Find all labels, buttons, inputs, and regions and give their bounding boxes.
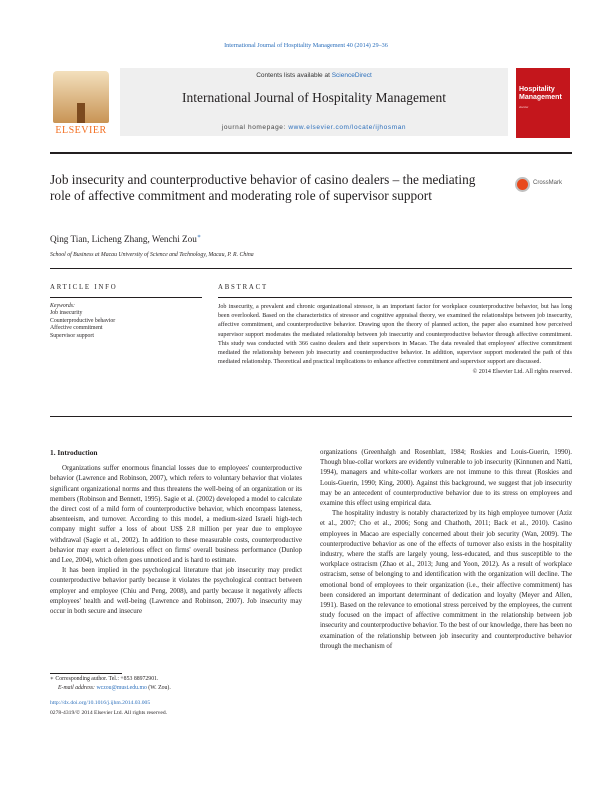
keyword-item: Affective commitment [50, 325, 103, 332]
author-names: Qing Tian, Licheng Zhang, Wenchi Zou [50, 234, 197, 245]
email-label: E-mail address: [58, 685, 97, 691]
elsevier-logo [50, 71, 112, 139]
corresponding-author-mark[interactable]: ∗ [196, 234, 201, 240]
journal-masthead [50, 68, 570, 140]
crossmark-icon [515, 177, 530, 192]
sciencedirect-link[interactable]: ScienceDirect [331, 72, 372, 79]
abstract-copyright: © 2014 Elsevier Ltd. All rights reserved. [472, 369, 572, 376]
masthead-box [120, 68, 508, 136]
bottom-info [50, 698, 167, 718]
email-link[interactable]: wczou@must.edu.mo [96, 685, 147, 691]
cover-subtitle: elsevier [519, 105, 529, 109]
abstract-heading: ABSTRACT [218, 284, 268, 291]
contents-prefix: Contents lists available at [256, 72, 332, 79]
keyword-item: Supervisor support [50, 332, 94, 339]
body-column-right [320, 448, 572, 652]
footnote-block [50, 675, 171, 693]
keywords-heading: Keywords: [50, 303, 75, 309]
abstract-text: Job insecurity, a prevalent and chronic organizational stressor, is an important factor for workplace counterproductive behavior, but has long been overlooked. Based on the characteristics of stressor and cognitive appraisal theory, we examined the relationships between job insecurity, affective commitment, and counterproductive behavior. Drawing upon the theory of planned action, the paper also examined how perceived supervisor support moderates the mediated relationship between job insecurity and counterproductive behavior through affective commitment. This study was conducted with 366 casino dealers and their supervisors in Macao. The data revealed that employees' affective commitment mediated the relationship between job insecurity and counterproductive behavior. In addition, supervisor support moderated the path of this mediated relationship. Theoretical and practical implications to enhance affective commitment and supervisor support are discussed. [218, 304, 572, 366]
abstract-block [218, 303, 572, 378]
article-info-heading: ARTICLE INFO [50, 284, 118, 291]
corresponding-author-note: ∗ Corresponding author. Tel.: +853 88972901. [50, 676, 159, 682]
elsevier-tree-icon [53, 71, 109, 123]
body-paragraph: The hospitality industry is notably characterized by its high employee turnover (Aziz et al., 2007; Cho et al., 2006; Song and Chathoth, 2011; Back et al., 2010). Casino employees in Macao are especially concerned about their job security (Wan, 2009). The counterproductive behavior as one of the effects of turnover also exists in the hospitality industry, where the staffs are largely young, less-educated, and thus susceptible to the workplace ostracism (Zhao et al., 2013; Jung and Yoon, 2012). As a result of workplace ostracism, sense of belonging to and identification with the organization will decline. The emotional bond of employees to their organization (i.e., their affective commitment) has been considered an important determinant of dedication and loyalty (Meyer and Allen, 1991). Based on the relevance to emotional stress perceived by the employees, the current study focused on the impact of affective commitment in the relationship between job insecurity and counterproductive behavior. To the best of our knowledge, there has been no examination of the relationship between job insecurity and counterproductive behavior through the mechanism of [320, 510, 572, 650]
journal-citation[interactable]: International Journal of Hospitality Management 40 (2014) 29–36 [224, 42, 388, 49]
issn-line: 0278-4319/© 2014 Elsevier Ltd. All rights reserved. [50, 710, 168, 716]
author-list [50, 233, 201, 244]
crossmark-badge[interactable] [515, 177, 575, 193]
journal-title: International Journal of Hospitality Management [182, 90, 446, 105]
abstract-bottom-rule [50, 416, 572, 417]
article-title: Job insecurity and counterproductive behavior of casino dealers – the mediating role of affective commitment and moderating role of supervisor support [50, 172, 476, 203]
crossmark-label: CrossMark [533, 180, 563, 186]
article-info-rule [50, 297, 202, 298]
keywords-block [50, 303, 115, 340]
journal-homepage-link[interactable]: www.elsevier.com/locate/ijhosman [288, 124, 407, 131]
elsevier-wordmark: ELSEVIER [55, 125, 107, 136]
doi-link[interactable]: http://dx.doi.org/10.1016/j.ijhm.2014.03.005 [50, 700, 151, 706]
homepage-prefix: journal homepage: [221, 124, 289, 131]
body-paragraph: Organizations suffer enormous financial losses due to employees' counterproductive behavior (Lawrence and Robinson, 2007), which refers to voluntary behavior that violates significant organizational norms and thus threatens the well-being of an organization or its members (Robinson and Bennett, 1995). Sagie et al. (2002) developed a model to calculate the direct cost of a mild form of counterproductive behavior, which encompass lateness, absenteeism, and turnover. According to this model, a medium-sized Israeli high-tech company might suffer a loss of about US$ 2.8 million per year due to employee withdrawal (Sagie et al., 2002). In addition to these measurable costs, counterproductive behavior may exert a deleterious effect on firms' overall business performance (Dunlop and Lee, 2004), which often goes unnoticed and is hard to estimate. [50, 465, 302, 565]
abstract-rule [218, 297, 572, 298]
body-paragraph: It has been implied in the psychological literature that job insecurity may predict counterproductive behavior partly because it violates the psychological contract between employer and employee (Chiu and Peng, 2008), and partly because it negatively affects employees' health and well-being (Lawrence and Robinson, 2007). Job insecurity may occur in both secure and insecure [50, 567, 302, 616]
author-affiliation: School of Business at Macau University of Science and Technology, Macau, P. R. China [50, 252, 254, 258]
keyword-item: Counterproductive behavior [50, 317, 116, 324]
masthead-rule [50, 152, 572, 154]
header-divider [50, 268, 572, 269]
cover-title: Hospitality Management [519, 86, 562, 101]
section-heading: 1. Introduction [50, 448, 98, 457]
contents-line [120, 72, 508, 79]
email-note [50, 684, 171, 693]
body-paragraph: organizations (Greenhalgh and Rosenblatt, 1984; Roskies and Louis-Guerin, 1990). Though blue-collar workers are evidently vulnerable to job insecurity (Kinnunen and Natti, 1994), managers and white-collar workers are not immune to this threat (Roskies and Louis-Guerin, 1990; King, 2000). Against this background, we suggest that job insecurity may be an antecedent of counterproductive behavior due to its stress on employees and examine this effect using empirical data. [320, 449, 572, 508]
homepage-line [120, 124, 508, 131]
footnote-rule [50, 673, 122, 674]
body-column-left [50, 448, 302, 617]
journal-cover-thumbnail[interactable] [516, 68, 570, 138]
email-suffix: (W. Zou). [146, 685, 171, 691]
keyword-item: Job insecurity [50, 310, 83, 317]
